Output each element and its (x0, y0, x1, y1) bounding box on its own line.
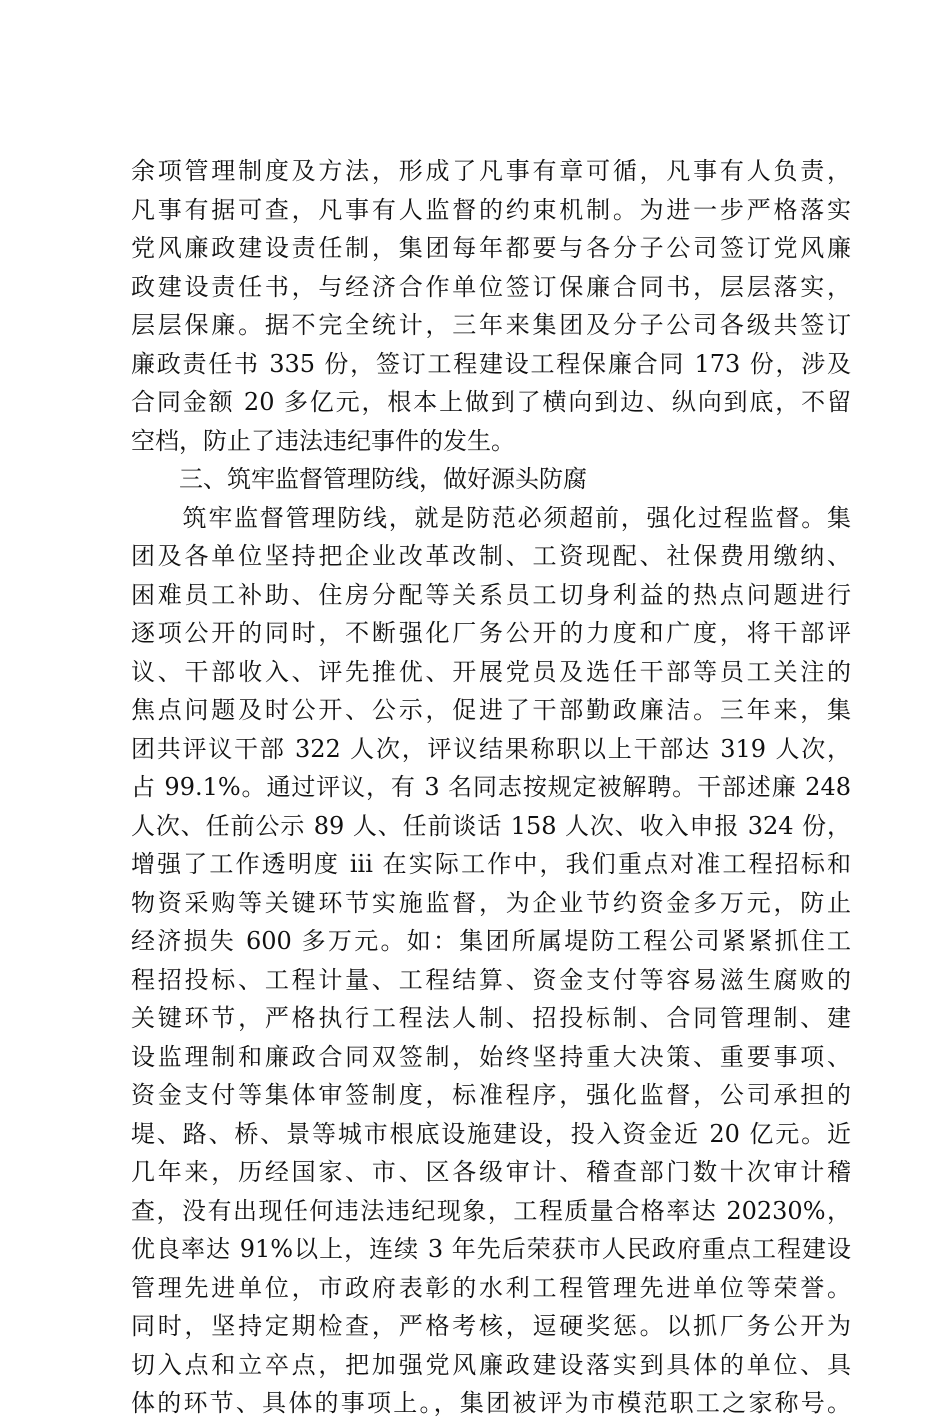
text-line: 体的环节、具体的事项上。，集团被评为市模范职工之家称号。 (131, 1389, 851, 1417)
text-line: 查，没有出现任何违法违纪现象，工程质量合格率达 20230%， (131, 1196, 851, 1225)
text-line: 层层保廉。据不完全统计，三年来集团及分子公司各级共签订 (131, 311, 851, 339)
text-line: 设监理制和廉政合同双签制，始终坚持重大决策、重要事项、 (131, 1042, 851, 1071)
text-line: 资金支付等集体审签制度，标准程序，强化监督，公司承担的 (131, 1081, 851, 1109)
text-line: 占 99.1%。通过评议，有 3 名同志按规定被解聘。干部述廉 248 (131, 773, 851, 801)
text-line: 廉政责任书 335 份，签订工程建设工程保廉合同 173 份，涉及 (131, 349, 851, 378)
text-line: 合同金额 20 多亿元，根本上做到了横向到边、纵向到底，不留 (131, 388, 851, 416)
text-line: 逐项公开的同时，不断强化厂务公开的力度和广度，将干部评 (131, 619, 851, 647)
text-line: 经济损失 600 多万元。如：集团所属堤防工程公司紧紧抓住工 (131, 927, 851, 955)
text-line: 切入点和立卒点，把加强党风廉政建设落实到具体的单位、具 (131, 1350, 851, 1379)
document-body (131, 152, 851, 1423)
text-line: 优良率达 91%以上，连续 3 年先后荣获市人民政府重点工程建设 (131, 1235, 851, 1263)
text-line: 同时，坚持定期检查，严格考核，逗硬奖惩。以抓厂务公开为 (131, 1312, 851, 1340)
text-line: 几年来，历经国家、市、区各级审计、稽查部门数十次审计稽 (131, 1158, 851, 1186)
text-line: 焦点问题及时公开、公示，促进了干部勤政廉洁。三年来，集 (131, 696, 851, 724)
text-line: 关键环节，严格执行工程法人制、招投标制、合同管理制、建 (131, 1004, 851, 1032)
text-line: 余项管理制度及方法，形成了凡事有章可循，凡事有人负责， (131, 157, 851, 185)
text-line: 程招投标、工程计量、工程结算、资金支付等容易滋生腐败的 (131, 965, 851, 994)
text-line: 人次、任前公示 89 人、任前谈话 158 人次、收入申报 324 份， (131, 811, 851, 840)
section-heading: 三、筑牢监督管理防线，做好源头防腐 (131, 465, 587, 493)
text-line: 团及各单位坚持把企业改革改制、工资现配、社保费用缴纳、 (131, 542, 851, 570)
text-line: 物资采购等关键环节实施监督，为企业节约资金多万元，防止 (131, 888, 851, 917)
text-line: 空档，防止了违法违纪事件的发生。 (131, 426, 515, 455)
text-line: 堤、路、桥、景等城市根底设施建设，投入资金近 20 亿元。近 (131, 1119, 851, 1148)
text-line: 议、干部收入、评先推优、开展党员及选任干部等员工关注的 (131, 657, 851, 686)
text-line: 增强了工作透明度 iii 在实际工作中，我们重点对准工程招标和 (131, 850, 851, 878)
text-line: 困难员工补助、住房分配等关系员工切身利益的热点问题进行 (131, 580, 851, 609)
text-line: 筑牢监督管理防线，就是防范必须超前，强化过程监督。集 (131, 503, 851, 532)
text-line: 凡事有据可查，凡事有人监督的约束机制。为进一步严格落实 (131, 195, 851, 224)
text-line: 党风廉政建设责任制，集团每年都要与各分子公司签订党风廉 (131, 234, 851, 262)
text-line: 政建设责任书，与经济合作单位签订保廉合同书，层层落实， (131, 272, 851, 301)
text-line: 团共评议干部 322 人次，评议结果称职以上干部达 319 人次， (131, 734, 851, 763)
text-line: 管理先进单位，市政府表彰的水利工程管理先进单位等荣誉。 (131, 1273, 851, 1302)
